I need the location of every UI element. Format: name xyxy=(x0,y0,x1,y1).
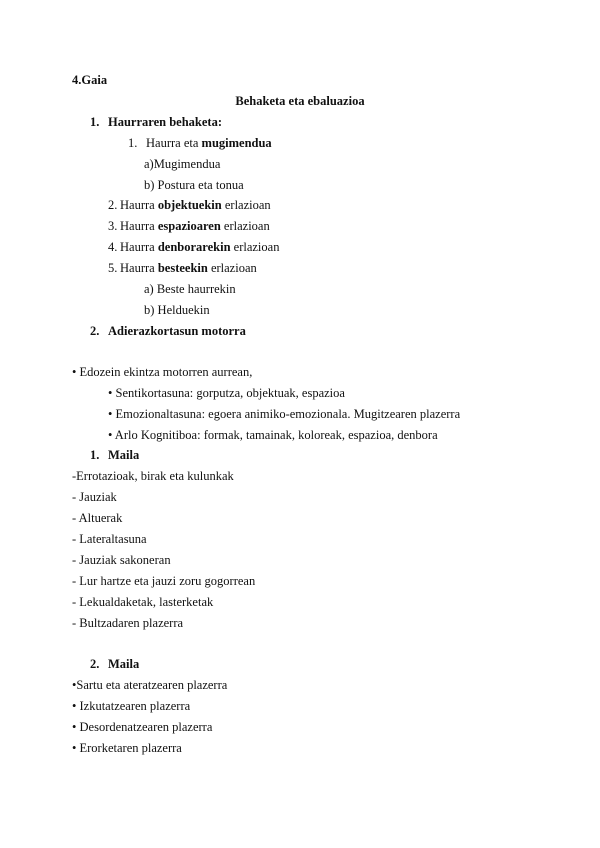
maila-1-number: 1. xyxy=(90,448,100,462)
list-item-number: 1. xyxy=(128,136,138,150)
list-item-bold-text: mugimendua xyxy=(201,136,272,150)
sub-item: a) Beste haurrekin xyxy=(144,282,236,296)
bullet-item: • Emozionaltasuna: egoera animiko-emozionala. Mugitzearen plazerra xyxy=(108,407,461,421)
maila-1-item: -Errotazioak, birak eta kulunkak xyxy=(72,469,234,483)
list-item-text-end: erlazioan xyxy=(221,198,271,212)
sub-item: b) Helduekin xyxy=(144,303,210,317)
bullet-intro: • Edozein ekintza motorren aurrean, xyxy=(72,365,253,379)
list-item xyxy=(108,260,257,276)
section-1-title: Haurraren behaketa: xyxy=(108,115,222,129)
maila-1-item: - Lekualdaketak, lasterketak xyxy=(72,595,214,609)
list-item-bold-text: besteekin xyxy=(157,261,208,275)
maila-1-item: - Jauziak sakoneran xyxy=(72,553,171,567)
bullet-item: • Arlo Kognitiboa: formak, tamainak, koloreak, espazioa, denbora xyxy=(108,428,438,442)
list-item-text: Haurra xyxy=(120,219,158,233)
list-item-text: Haurra eta xyxy=(146,136,202,150)
maila-1-heading xyxy=(90,447,139,463)
list-item-bold-text: objektuekin xyxy=(157,198,222,212)
maila-2-number: 2. xyxy=(90,657,100,671)
maila-2-item: • Desordenatzearen plazerra xyxy=(72,720,213,734)
maila-2-item: • Izkutatzearen plazerra xyxy=(72,699,191,713)
list-item-bold-text: espazioaren xyxy=(157,219,221,233)
maila-2-item: •Sartu eta ateratzearen plazerra xyxy=(72,678,228,692)
maila-1-item: - Bultzadaren plazerra xyxy=(72,616,184,630)
section-1-heading xyxy=(90,114,222,130)
maila-1-item: - Altuerak xyxy=(72,511,123,525)
list-item-text-end: erlazioan xyxy=(207,261,257,275)
list-item-number: 5. xyxy=(108,261,118,275)
maila-1-item: - Lateraltasuna xyxy=(72,532,147,546)
section-1-number: 1. xyxy=(90,115,100,129)
list-item-number: 4. xyxy=(108,240,118,254)
maila-1-item: - Jauziak xyxy=(72,490,117,504)
list-item xyxy=(108,218,270,234)
maila-2-heading xyxy=(90,656,139,672)
list-item xyxy=(108,239,279,255)
list-item-text: Haurra xyxy=(120,240,158,254)
maila-2-item: • Erorketaren plazerra xyxy=(72,741,182,755)
list-item-text: Haurra xyxy=(120,198,158,212)
document-title: Behaketa eta ebaluazioa xyxy=(235,94,365,108)
list-item xyxy=(108,197,271,213)
sub-item: b) Postura eta tonua xyxy=(144,178,244,192)
section-2-number: 2. xyxy=(90,324,100,338)
section-2-title: Adierazkortasun motorra xyxy=(108,324,246,338)
list-item-text-end: erlazioan xyxy=(230,240,280,254)
list-item-text: Haurra xyxy=(120,261,158,275)
maila-1-title: Maila xyxy=(108,448,140,462)
sub-item: a)Mugimendua xyxy=(144,157,221,171)
list-item-number: 3. xyxy=(108,219,118,233)
section-2-heading xyxy=(90,323,246,339)
list-item-number: 2. xyxy=(108,198,118,212)
maila-2-title: Maila xyxy=(108,657,140,671)
document-heading: 4.Gaia xyxy=(72,73,108,87)
list-item-bold-text: denborarekin xyxy=(157,240,231,254)
list-item xyxy=(128,135,272,151)
maila-1-item: - Lur hartze eta jauzi zoru gogorrean xyxy=(72,574,256,588)
list-item-text-end: erlazioan xyxy=(220,219,270,233)
bullet-item: • Sentikortasuna: gorputza, objektuak, espazioa xyxy=(108,386,345,400)
